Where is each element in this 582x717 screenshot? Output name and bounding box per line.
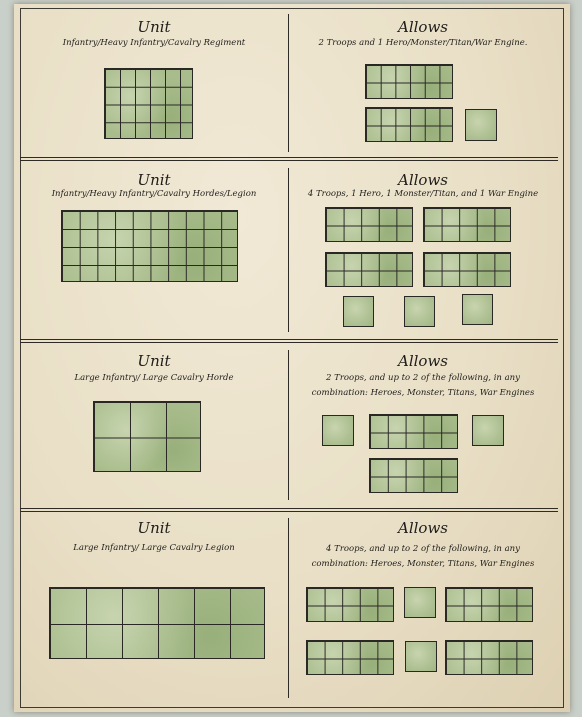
allows-title: Allows (398, 18, 448, 36)
unit-footprint (93, 401, 201, 472)
unit-footprint (61, 210, 238, 282)
unit-title: Unit (137, 171, 171, 189)
troop-footprint (369, 414, 458, 449)
troop-footprint (445, 587, 533, 622)
unit-title: Unit (137, 519, 171, 537)
allows-description-line2: combination: Heroes, Monster, Titans, War Engines (311, 388, 535, 398)
unit-title: Unit (137, 18, 171, 36)
allows-description-line1: 2 Troops, and up to 2 of the following, in any (326, 373, 520, 383)
war-engine-footprint (462, 294, 493, 325)
troop-footprint (306, 640, 394, 675)
allows-title: Allows (398, 171, 448, 189)
troop-footprint (369, 458, 458, 493)
allows-title: Allows (398, 352, 448, 370)
section-divider (20, 157, 558, 161)
unit-footprint (104, 68, 193, 139)
unit-description: Infantry/Heavy Infantry/Cavalry Hordes/Legion (51, 189, 257, 199)
section-divider (20, 339, 558, 343)
hero-footprint (322, 415, 354, 446)
troop-footprint (365, 64, 453, 99)
hero-footprint (404, 587, 436, 618)
unit-footprint (49, 587, 265, 659)
allows-description: 4 Troops, 1 Hero, 1 Monster/Titan, and 1 War Engine (307, 189, 539, 199)
allows-description-line1: 4 Troops, and up to 2 of the following, in any (326, 544, 520, 554)
hero-footprint (343, 296, 374, 327)
allows-description: 2 Troops and 1 Hero/Monster/Titan/War Engine. (318, 38, 528, 48)
monster-footprint (405, 641, 437, 672)
troop-footprint (423, 252, 511, 287)
troop-footprint (325, 207, 413, 242)
monster-footprint (404, 296, 435, 327)
unit-title: Unit (137, 352, 171, 370)
allows-title: Allows (398, 519, 448, 537)
troop-footprint (445, 640, 533, 675)
allows-description-line2: combination: Heroes, Monster, Titans, War Engines (311, 559, 535, 569)
troop-footprint (365, 107, 453, 142)
unit-description: Large Infantry/ Large Cavalry Horde (74, 373, 234, 383)
troop-footprint (306, 587, 394, 622)
section-divider (20, 508, 558, 512)
monster-footprint (472, 415, 504, 446)
troop-footprint (423, 207, 511, 242)
unit-description: Large Infantry/ Large Cavalry Legion (73, 543, 235, 553)
troop-footprint (325, 252, 413, 287)
unit-description: Infantry/Heavy Infantry/Cavalry Regiment (62, 38, 246, 48)
hero-footprint (465, 109, 497, 141)
